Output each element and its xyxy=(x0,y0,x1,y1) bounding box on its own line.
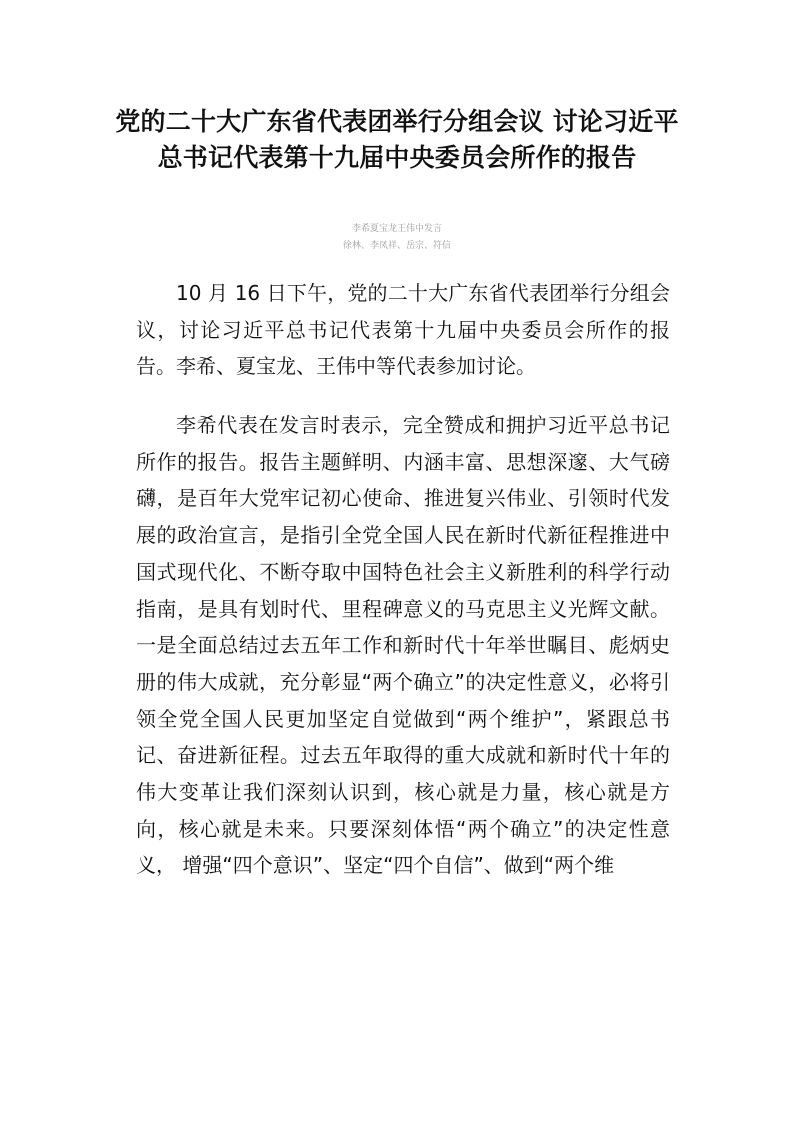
speakers-line: 李希夏宝龙王伟中发言 xyxy=(351,224,442,234)
paragraph-1: 10 月 16 日下午，党的二十大广东省代表团举行分组会议，讨论习近平总书记代表第十九届中央委员会所作的报告。李希、夏宝龙、王伟中等代表参加讨论。 xyxy=(136,281,670,379)
paragraph-2: 李希代表在发言时表示，完全赞成和拥护习近平总书记所作的报告。报告主题鲜明、内涵丰富、思想深邃、大气磅礴，是百年大党牢记初心使命、推进复兴伟业、引领时代发展的政治宣言，是指引全党全国人民在新时代新征程推进中国式现代化、不断夺取中国特色社会主义新胜利的科学行动指南，是具有划时代、里程碑意义的马克思主义光辉文献。一是全面总结过去五年工作和新时代十年举世瞩目、彪炳史册的伟大成就，充分彰显“两个确立”的决定性意义，必将引领全党全国人民更加坚定自觉做到“两个维护”，紧跟总书记、奋进新征程。过去五年取得的重大成就和新时代十年的伟大变革让我们深刻认识到，核心就是力量，核心就是方向，核心就是未来。只要深刻体悟“两个确立”的决定性意义， 增强“四个意识”、坚定“四个自信”、做到“两个维 xyxy=(136,413,670,878)
article-title: 党的二十大广东省代表团举行分组会议 讨论习近平总书记代表第十九届中央委员会所作的报告 xyxy=(115,107,679,172)
authors-line: 徐林、李凤祥、岳宗、符信 xyxy=(342,241,451,251)
